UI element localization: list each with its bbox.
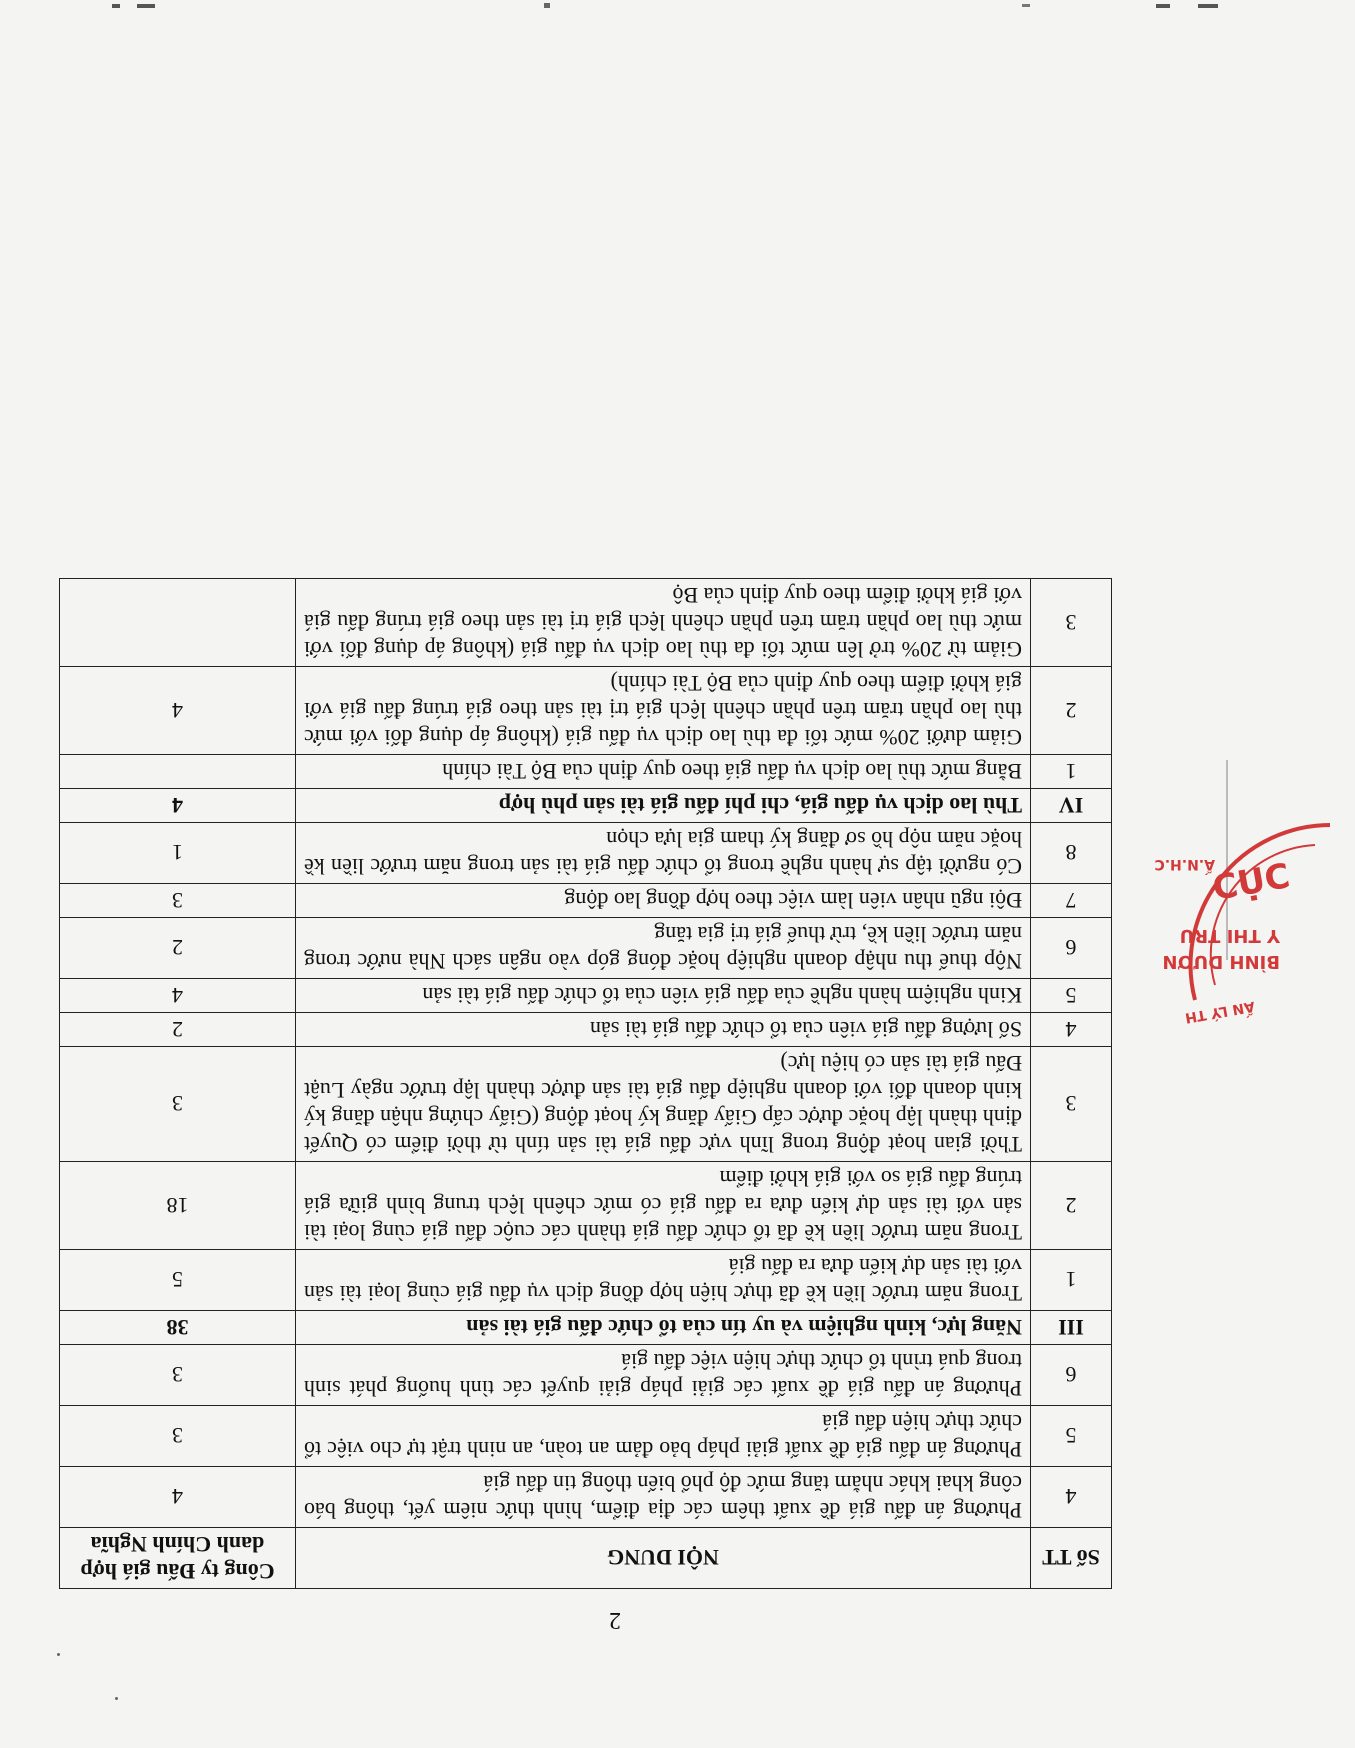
row-score: 38 xyxy=(60,1311,296,1345)
row-content: Đội ngũ nhân viên làm việc theo hợp đồng lao động xyxy=(296,884,1031,918)
row-score: 3 xyxy=(60,884,296,918)
header-tt: Số TT xyxy=(1031,1528,1112,1589)
row-tt: 4 xyxy=(1031,1013,1112,1047)
row-content: Trong năm trước liền kề đã thực hiện hợp đồng dịch vụ đấu giá cùng loại tài sản với tài sản dự kiến đưa ra đấu giá xyxy=(296,1250,1031,1311)
row-tt: 5 xyxy=(1031,979,1112,1013)
table-row xyxy=(60,667,1112,755)
table-section-row xyxy=(60,789,1112,823)
row-content: Phương án đấu giá đề xuất thêm các địa điểm, hình thức niêm yết, thông báo công khai khác nhằm tăng mức độ phổ biến thông tin đấu giá xyxy=(296,1467,1031,1528)
row-content: Thời gian hoạt động trong lĩnh vực đấu giá tài sản tính từ thời điểm có Quyết định thành lập hoặc được cấp Giấy đăng ký hoạt động (Giấy chứng nhận đăng ký kinh doanh đối với doanh nghiệp đấu giá tài sản được thành lập trước ngày Luật Đấu giá tài sản có hiệu lực) xyxy=(296,1047,1031,1162)
table-row xyxy=(60,1467,1112,1528)
stamp-text-line4: Ấ.N.H.C xyxy=(1154,856,1215,872)
row-tt: 6 xyxy=(1031,1345,1112,1406)
table-body xyxy=(60,579,1112,1528)
row-tt: 8 xyxy=(1031,823,1112,884)
row-content: Số lượng đấu giá viên của tổ chức đấu giá tài sản xyxy=(296,1013,1031,1047)
row-score: 3 xyxy=(60,1047,296,1162)
table-row xyxy=(60,1406,1112,1467)
row-content: Có người tập sự hành nghề trong tổ chức đấu giá tài sản trong năm trước liền kề hoặc năm nộp hồ sơ đăng ký tham gia lựa chọn xyxy=(296,823,1031,884)
table-section-row xyxy=(60,1311,1112,1345)
row-content: Phương án đấu giá đề xuất các giải pháp giải quyết các tình huống phát sinh trong quá trình tổ chức thực hiện việc đấu giá xyxy=(296,1345,1031,1406)
row-tt: III xyxy=(1031,1311,1112,1345)
row-tt: 2 xyxy=(1031,1162,1112,1250)
row-score: 3 xyxy=(60,1406,296,1467)
row-content: Phương án đấu giá đề xuất giải pháp bảo đảm an toàn, an ninh trật tự cho việc tổ chức thực hiện đấu giá xyxy=(296,1406,1031,1467)
row-score: 4 xyxy=(60,979,296,1013)
row-content: Giảm dưới 20% mức tối đa thù lao dịch vụ đấu giá (không áp dụng đối với mức thù lao phần trăm trên phần chênh lệch giá trị tài sản theo giá trúng đấu giá với giá khởi điểm theo quy định của Bộ Tài chính) xyxy=(296,667,1031,755)
row-tt: 5 xyxy=(1031,1406,1112,1467)
red-seal-stamp xyxy=(1155,800,1355,1030)
row-content: Năng lực, kinh nghiệm và uy tín của tổ chức đấu giá tài sản xyxy=(296,1311,1031,1345)
table-row xyxy=(60,1013,1112,1047)
row-tt: 6 xyxy=(1031,918,1112,979)
scan-speck xyxy=(57,1653,60,1656)
row-score: 4 xyxy=(60,789,296,823)
table-row xyxy=(60,1162,1112,1250)
row-score: 2 xyxy=(60,918,296,979)
row-tt: 2 xyxy=(1031,667,1112,755)
page-number: 2 xyxy=(609,1607,621,1633)
table-row xyxy=(60,1250,1112,1311)
row-content: Nộp thuế thu nhập doanh nghiệp hoặc đóng góp vào ngân sách Nhà nước trong năm trước liền kề, trừ thuế giá trị gia tăng xyxy=(296,918,1031,979)
stamp-text-line2: Y THI TRU xyxy=(1179,925,1280,946)
table-row xyxy=(60,579,1112,667)
table-row xyxy=(60,918,1112,979)
row-tt: IV xyxy=(1031,789,1112,823)
row-content: Kinh nghiệm hành nghề của đấu giá viên của tổ chức đấu giá tài sản xyxy=(296,979,1031,1013)
scan-speck xyxy=(115,1697,118,1700)
row-score xyxy=(60,579,296,667)
row-content: Bằng mức thù lao dịch vụ đấu giá theo quy định của Bộ Tài chính xyxy=(296,755,1031,789)
header-noi-dung: NỘI DUNG xyxy=(296,1528,1031,1589)
row-score: 3 xyxy=(60,1345,296,1406)
row-score: 1 xyxy=(60,823,296,884)
stamp-text-line5: ẤN LÝ TH xyxy=(1183,997,1256,1026)
row-tt: 1 xyxy=(1031,1250,1112,1311)
row-content: Thù lao dịch vụ đấu giá, chi phí đấu giá tài sản phù hợp xyxy=(296,789,1031,823)
header-score: Công ty Đấu giá hợp danh Chính Nghĩa xyxy=(60,1528,296,1589)
stamp-text-line3: BÌNH DƯƠN xyxy=(1162,951,1280,972)
row-content: Trong năm trước liền kề đã tổ chức đấu giá thành các cuộc đấu giá cùng loại tài sản với tài sản dự kiến đưa ra đấu giá có mức chênh lệch trung bình giữa giá trúng đấu giá so với giá khởi điểm xyxy=(296,1162,1031,1250)
table-header-row xyxy=(60,1528,1112,1589)
table-row xyxy=(60,979,1112,1013)
row-score: 4 xyxy=(60,667,296,755)
stamp-text-cuc: CỤC xyxy=(1209,856,1293,909)
table-row xyxy=(60,1345,1112,1406)
row-tt: 3 xyxy=(1031,579,1112,667)
table-row xyxy=(60,823,1112,884)
row-score: 4 xyxy=(60,1467,296,1528)
table-row xyxy=(60,884,1112,918)
scan-edge-marks xyxy=(0,0,1230,12)
row-tt: 7 xyxy=(1031,884,1112,918)
row-content: Giảm từ 20% trở lên mức tối đa thù lao dịch vụ đấu giá (không áp dụng đối với mức thù lao phần trăm trên phần chênh lệch giá trị tài sản theo giá trúng đấu giá với giá khởi điểm theo quy định của Bộ xyxy=(296,579,1031,667)
row-tt: 1 xyxy=(1031,755,1112,789)
row-score: 5 xyxy=(60,1250,296,1311)
row-score: 2 xyxy=(60,1013,296,1047)
row-score: 18 xyxy=(60,1162,296,1250)
table-row xyxy=(60,755,1112,789)
row-tt: 4 xyxy=(1031,1467,1112,1528)
criteria-table xyxy=(59,578,1112,1589)
table-row xyxy=(60,1047,1112,1162)
row-score xyxy=(60,755,296,789)
row-tt: 3 xyxy=(1031,1047,1112,1162)
